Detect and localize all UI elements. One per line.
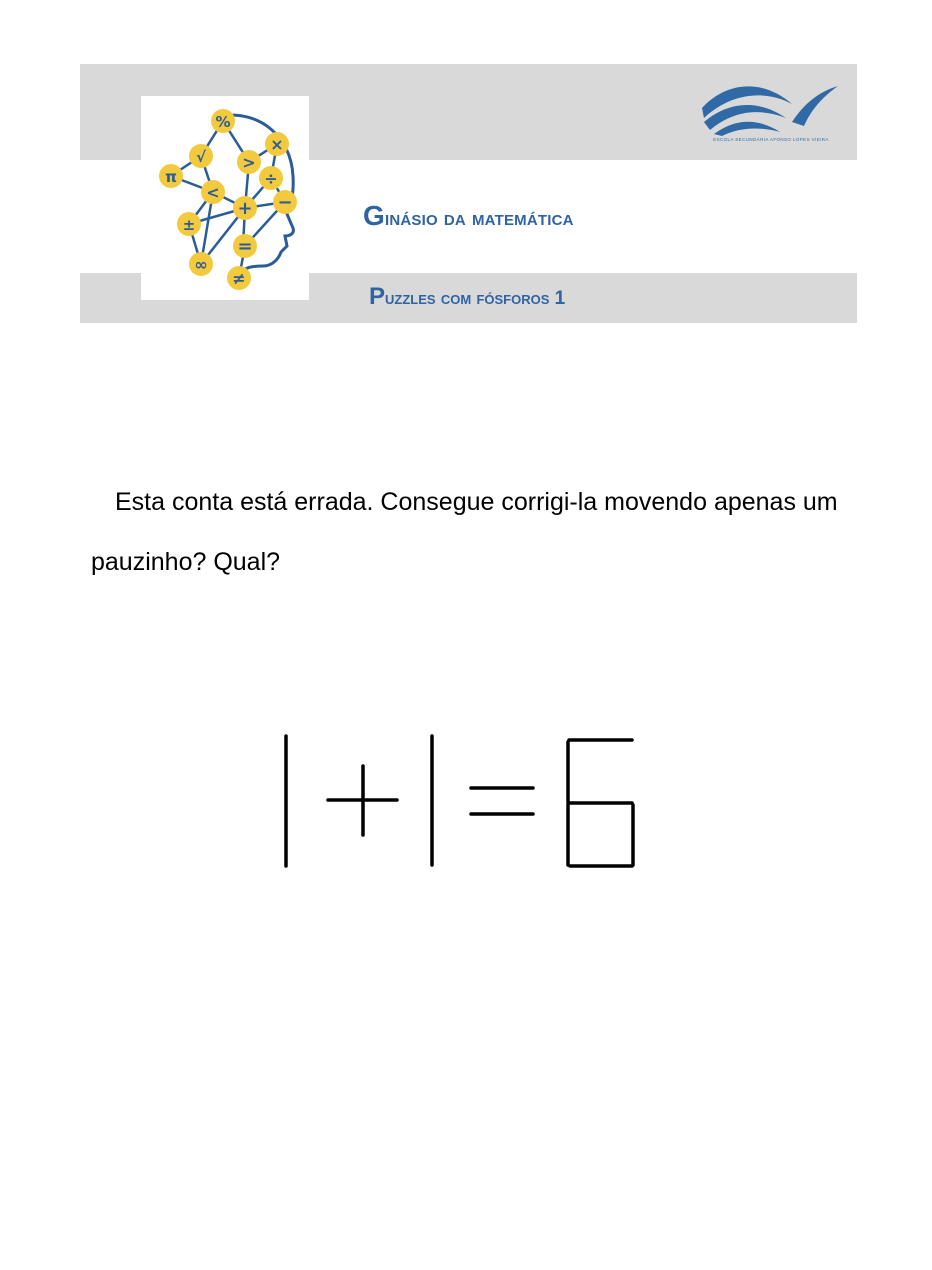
svg-text:−: − — [277, 192, 293, 213]
svg-text:<: < — [206, 183, 220, 202]
equals-sign — [471, 788, 533, 814]
matchstick-equation — [180, 670, 760, 920]
plus-sign — [328, 766, 397, 835]
matchstick-equation-graphic — [180, 670, 760, 920]
svg-text:%: % — [215, 113, 231, 131]
school-logo-arcs — [696, 78, 846, 136]
svg-text:√: √ — [195, 148, 207, 166]
page-subtitle-rest: uzzles com fósforos 1 — [385, 288, 566, 309]
page-title-rest: inásio da matemática — [384, 207, 574, 230]
svg-text:±: ± — [182, 216, 196, 234]
svg-text:=: = — [237, 236, 253, 257]
svg-text:≠: ≠ — [232, 269, 246, 288]
svg-text:÷: ÷ — [264, 169, 278, 188]
svg-text:>: > — [242, 153, 256, 172]
school-logo — [696, 78, 846, 148]
svg-text:∞: ∞ — [194, 255, 208, 274]
page-subtitle — [369, 283, 565, 311]
math-gym-logo — [141, 96, 309, 300]
question-text: Esta conta está errada. Consegue corrigi-la movendo apenas um pauzinho? Qual? — [91, 488, 838, 576]
svg-text:π: π — [165, 168, 177, 186]
digit-six — [568, 740, 633, 866]
svg-text:×: × — [270, 135, 284, 154]
page-subtitle-initial: P — [369, 283, 386, 310]
school-name: ESCOLA SECUNDÁRIA AFONSO LOPES VIEIRA — [713, 137, 829, 142]
page-title — [363, 200, 574, 232]
page-title-initial: G — [363, 200, 385, 231]
math-head-logo-graphic — [141, 96, 309, 300]
svg-text:+: + — [237, 198, 253, 219]
